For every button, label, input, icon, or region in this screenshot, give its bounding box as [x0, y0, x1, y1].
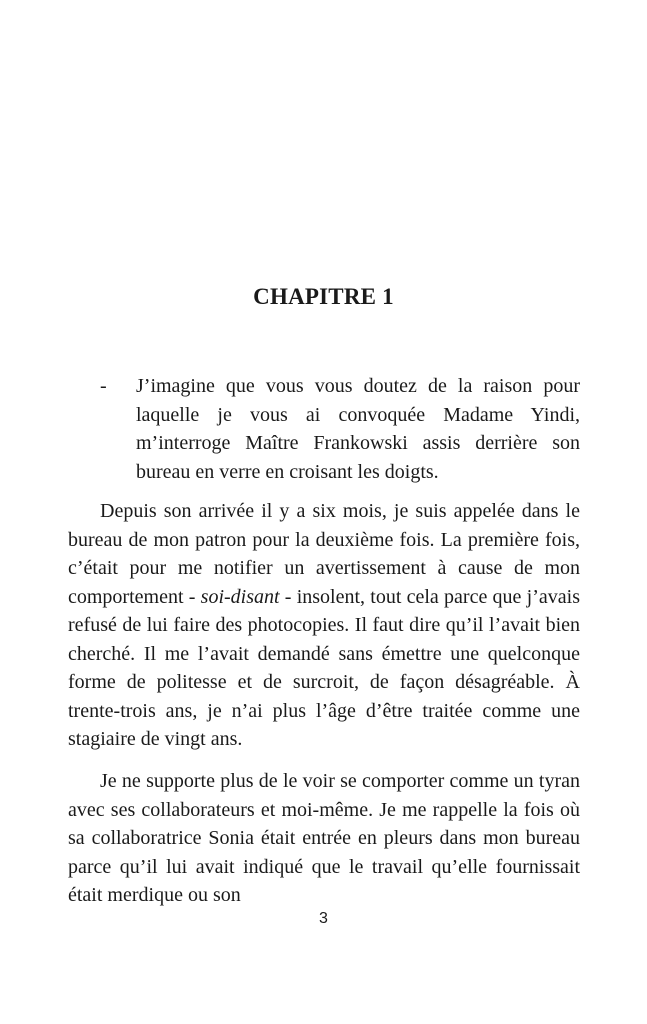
dialogue-text: J’imagine que vous vous doutez de la raison pour laquelle je vous ai convoquée Madame Yindi, m’interroge Maître Frankowski assis derrière son bureau en verre en croisant les doigts.	[136, 375, 580, 483]
page-number: 3	[319, 910, 328, 927]
chapter-title: CHAPITRE 1	[253, 284, 394, 309]
paragraph-1-text-start: Depuis son arrivée il y a six mois, je suis appelée dans le bureau de mon patron pour la deuxième fois. La première fois, c’était pour me notifier un avertissement à cause de mon comportement -	[68, 500, 580, 608]
dialogue-block	[100, 372, 580, 486]
dialogue-dash: -	[100, 375, 107, 397]
paragraph-1-italic: soi-disant	[200, 585, 280, 608]
paragraph-1	[68, 497, 580, 754]
paragraph-2: Je ne supporte plus de le voir se comporter comme un tyran avec ses collaborateurs et moi-même. Je me rappelle la fois où sa collaboratrice Sonia était entrée en pleurs dans mon bureau parce qu’il lui avait indiqué que le travail qu’elle fournissait était merdique ou son	[68, 770, 580, 906]
paragraph-1-text-end: - insolent, tout cela parce que j’avais refusé de lui faire des photocopies. Il faut dire qu’il l’avait bien cherché. Il me l’avait demandé sans émettre une quelconque forme de politesse et de surcroit, de façon désagréable. À trente-trois ans, je n’ai plus l’âge d’être traitée comme une stagiaire de vingt ans.	[68, 585, 580, 750]
